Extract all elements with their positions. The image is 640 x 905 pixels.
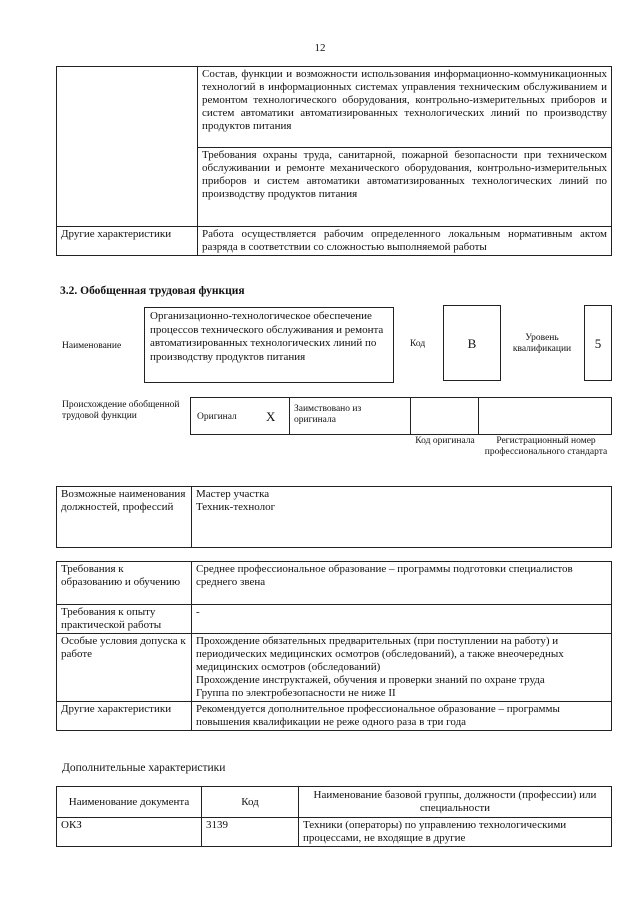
header-name: Наименование базовой группы, должности (профессии) или специальности — [299, 787, 612, 818]
name-box — [144, 307, 394, 383]
row-value — [192, 487, 612, 548]
row-label — [57, 67, 198, 148]
condition-line: Прохождение обязательных предварительных (при поступлении на работу) и периодических медицинских осмотров (обследований), а также внеочередных медицинских осмотров (обследований) — [196, 635, 564, 673]
code-original-caption: Код оригинала — [415, 436, 475, 446]
row-label: Другие характеристики — [57, 702, 192, 731]
row-label: Требования к образованию и обучению — [57, 562, 192, 605]
code-value: B — [467, 336, 477, 351]
table-row — [57, 634, 612, 702]
name-value: Организационно-технологическое обеспечение процессов технического обслуживания и ремонта автоматизированных технологических линий по производству продуктов питания — [150, 310, 384, 363]
row-text: Состав, функции и возможности использования информационно-коммуникационных технологий в информационных системах управления техническим обслуживанием и ремонтом технологического оборудования, контрольно-измерительных приборов и систем автоматики автоматизированных технологических линий по производству продуктов питания — [198, 67, 612, 148]
header-code: Код — [202, 787, 299, 818]
section-heading: 3.2. Обобщенная трудовая функция — [60, 285, 245, 297]
row-text: Требования охраны труда, санитарной, пожарной безопасности при техническом обслуживании и ремонте механического оборудования, контрольно-измерительных приборов и систем автоматики автоматизированных технологических линий по производству продуктов питания — [198, 148, 612, 227]
row-text — [192, 634, 612, 702]
header-document: Наименование документа — [57, 787, 202, 818]
table-row — [57, 148, 612, 227]
original-label: Оригинал — [197, 412, 237, 422]
row-text: Рекомендуется дополнительное профессиональное образование – программы повышения квалификации не реже одного раза в три года — [192, 702, 612, 731]
table-row — [57, 818, 612, 847]
table-row — [57, 702, 612, 731]
page-number: 12 — [314, 42, 326, 54]
table-header-row — [57, 787, 612, 818]
position-item: Мастер участка — [196, 488, 270, 500]
row-text: Работа осуществляется рабочим определенного локальным нормативным актом разряда в соответствии со сложностью выполняемой работы — [198, 227, 612, 256]
row-text: - — [192, 605, 612, 634]
name-label: Наименование — [62, 341, 122, 351]
row-label: Требования к опыту практической работы — [57, 605, 192, 634]
row-label — [57, 148, 198, 227]
requirements-table — [56, 561, 612, 731]
row-label: Особые условия допуска к работе — [57, 634, 192, 702]
condition-line: Группа по электробезопасности не ниже II — [196, 687, 396, 699]
table-row — [57, 67, 612, 148]
table-row — [57, 227, 612, 256]
borrowed-label: Заимствовано из оригинала — [294, 404, 362, 425]
additional-table — [56, 786, 612, 847]
doc-cell: ОКЗ — [57, 818, 202, 847]
code-box — [443, 305, 501, 381]
positions-table — [56, 486, 612, 548]
table-row — [57, 562, 612, 605]
row-label: Другие характеристики — [57, 227, 198, 256]
level-box — [584, 305, 612, 381]
reg-number-caption: Регистрационный номер профессионального стандарта — [484, 436, 608, 457]
origin-divider — [478, 397, 479, 435]
additional-heading: Дополнительные характеристики — [62, 762, 226, 774]
origin-divider — [410, 397, 411, 435]
name-cell: Техники (операторы) по управлению технологическими процессами, не входящие в другие — [299, 818, 612, 847]
origin-divider — [289, 397, 290, 435]
table-row — [57, 487, 612, 548]
code-label: Код — [410, 339, 426, 349]
position-item: Техник-технолог — [196, 501, 276, 513]
level-value: 5 — [594, 336, 602, 351]
level-label: Уровень квалификации — [512, 333, 572, 354]
row-text: Среднее профессиональное образование – программы подготовки специалистов среднего звена — [192, 562, 612, 605]
code-cell: 3139 — [202, 818, 299, 847]
condition-line: Прохождение инструктажей, обучения и проверки знаний по охране труда — [196, 674, 545, 686]
row-label: Возможные наименования должностей, профессий — [57, 487, 192, 548]
original-mark: X — [266, 409, 276, 424]
origin-label: Происхождение обобщенной трудовой функции — [62, 400, 180, 421]
top-table — [56, 66, 612, 256]
table-row — [57, 605, 612, 634]
